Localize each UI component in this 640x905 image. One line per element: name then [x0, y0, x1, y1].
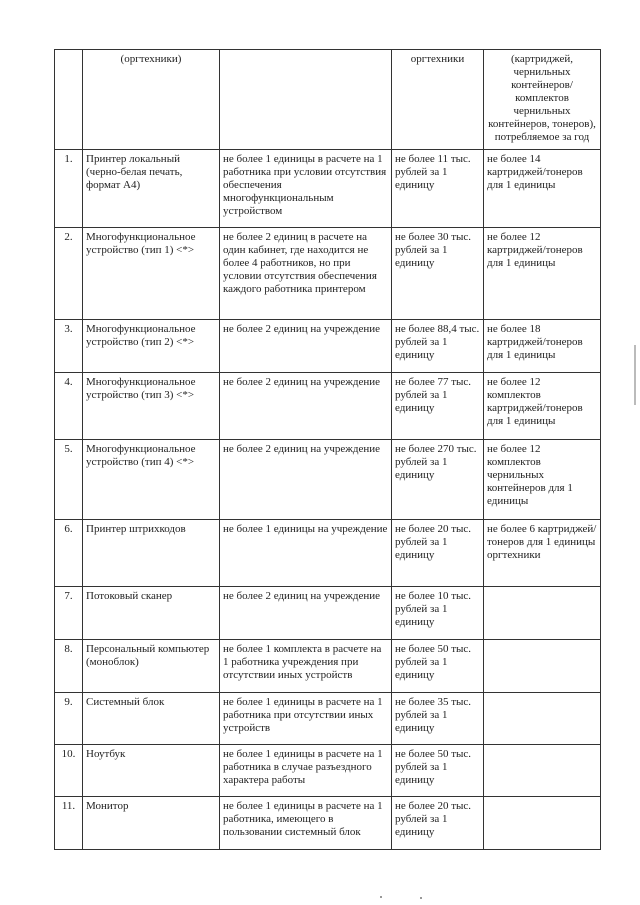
- consumables-norm: не более 18 картриджей/тонеров для 1 единицы: [484, 320, 601, 373]
- equipment-norms-table: [54, 49, 601, 850]
- scan-dot: [380, 896, 382, 898]
- quantity-norm: не более 2 единиц в расчете на один кабинет, где находится не более 4 работников, но при условии отсутствия обеспечения каждого работника принтером: [220, 228, 392, 320]
- price-norm: не более 35 тыс. рублей за 1 единицу: [392, 693, 484, 745]
- consumables-norm: [484, 797, 601, 850]
- table-row: [55, 640, 601, 693]
- scan-edge-mark: [634, 345, 636, 405]
- price-norm: не более 50 тыс. рублей за 1 единицу: [392, 640, 484, 693]
- quantity-norm: не более 1 единицы в расчете на 1 работника при условии отсутствия обеспечения многофункциональным устройством: [220, 150, 392, 228]
- price-norm: не более 20 тыс. рублей за 1 единицу: [392, 797, 484, 850]
- equipment-name: Персональный компьютер (моноблок): [83, 640, 220, 693]
- equipment-name: Системный блок: [83, 693, 220, 745]
- table-row: [55, 797, 601, 850]
- row-number: 8.: [55, 640, 83, 693]
- equipment-name: Многофункциональное устройство (тип 1) <*>: [83, 228, 220, 320]
- header-cell-price: оргтехники: [392, 50, 484, 150]
- consumables-norm: не более 14 картриджей/тонеров для 1 единицы: [484, 150, 601, 228]
- equipment-name: Многофункциональное устройство (тип 4) <*>: [83, 440, 220, 520]
- table-row: [55, 440, 601, 520]
- equipment-name: Потоковый сканер: [83, 587, 220, 640]
- row-number: 3.: [55, 320, 83, 373]
- table-header-row: [55, 50, 601, 150]
- price-norm: не более 10 тыс. рублей за 1 единицу: [392, 587, 484, 640]
- table-row: [55, 373, 601, 440]
- price-norm: не более 88,4 тыс. рублей за 1 единицу: [392, 320, 484, 373]
- price-norm: не более 77 тыс. рублей за 1 единицу: [392, 373, 484, 440]
- consumables-norm: не более 12 картриджей/тонеров для 1 единицы: [484, 228, 601, 320]
- equipment-name: Принтер локальный (черно-белая печать, формат А4): [83, 150, 220, 228]
- row-number: 2.: [55, 228, 83, 320]
- header-cell-equipment: (оргтехники): [83, 50, 220, 150]
- header-cell-quantity: [220, 50, 392, 150]
- price-norm: не более 30 тыс. рублей за 1 единицу: [392, 228, 484, 320]
- price-norm: не более 20 тыс. рублей за 1 единицу: [392, 520, 484, 587]
- table-row: [55, 745, 601, 797]
- quantity-norm: не более 2 единиц на учреждение: [220, 587, 392, 640]
- quantity-norm: не более 1 комплекта в расчете на 1 работника учреждения при отсутствии иных устройств: [220, 640, 392, 693]
- equipment-name: Многофункциональное устройство (тип 3) <*>: [83, 373, 220, 440]
- row-number: 1.: [55, 150, 83, 228]
- equipment-name: Монитор: [83, 797, 220, 850]
- consumables-norm: [484, 640, 601, 693]
- row-number: 11.: [55, 797, 83, 850]
- consumables-norm: [484, 587, 601, 640]
- row-number: 10.: [55, 745, 83, 797]
- quantity-norm: не более 2 единиц на учреждение: [220, 440, 392, 520]
- row-number: 5.: [55, 440, 83, 520]
- equipment-name: Принтер штрихкодов: [83, 520, 220, 587]
- quantity-norm: не более 1 единицы на учреждение: [220, 520, 392, 587]
- quantity-norm: не более 1 единицы в расчете на 1 работника при отсутствии иных устройств: [220, 693, 392, 745]
- equipment-name: Ноутбук: [83, 745, 220, 797]
- table-row: [55, 320, 601, 373]
- price-norm: не более 11 тыс. рублей за 1 единицу: [392, 150, 484, 228]
- row-number: 4.: [55, 373, 83, 440]
- table-row: [55, 520, 601, 587]
- consumables-norm: [484, 745, 601, 797]
- table-row: [55, 228, 601, 320]
- price-norm: не более 270 тыс. рублей за 1 единицу: [392, 440, 484, 520]
- scan-dot: [420, 897, 422, 899]
- row-number: 7.: [55, 587, 83, 640]
- row-number: 9.: [55, 693, 83, 745]
- header-cell-number: [55, 50, 83, 150]
- consumables-norm: не более 12 комплектов чернильных контейнеров для 1 единицы: [484, 440, 601, 520]
- header-cell-consumables: (картриджей, чернильных контейнеров/комплектов чернильных контейнеров, тонеров), потребляемое за год: [484, 50, 601, 150]
- table-row: [55, 693, 601, 745]
- quantity-norm: не более 2 единиц на учреждение: [220, 373, 392, 440]
- quantity-norm: не более 1 единицы в расчете на 1 работника в случае разъездного характера работы: [220, 745, 392, 797]
- consumables-norm: не более 12 комплектов картриджей/тонеров для 1 единицы: [484, 373, 601, 440]
- table-row: [55, 150, 601, 228]
- quantity-norm: не более 1 единицы в расчете на 1 работника, имеющего в пользовании системный блок: [220, 797, 392, 850]
- consumables-norm: [484, 693, 601, 745]
- price-norm: не более 50 тыс. рублей за 1 единицу: [392, 745, 484, 797]
- quantity-norm: не более 2 единиц на учреждение: [220, 320, 392, 373]
- row-number: 6.: [55, 520, 83, 587]
- equipment-name: Многофункциональное устройство (тип 2) <*>: [83, 320, 220, 373]
- consumables-norm: не более 6 картриджей/тонеров для 1 единицы оргтехники: [484, 520, 601, 587]
- table-row: [55, 587, 601, 640]
